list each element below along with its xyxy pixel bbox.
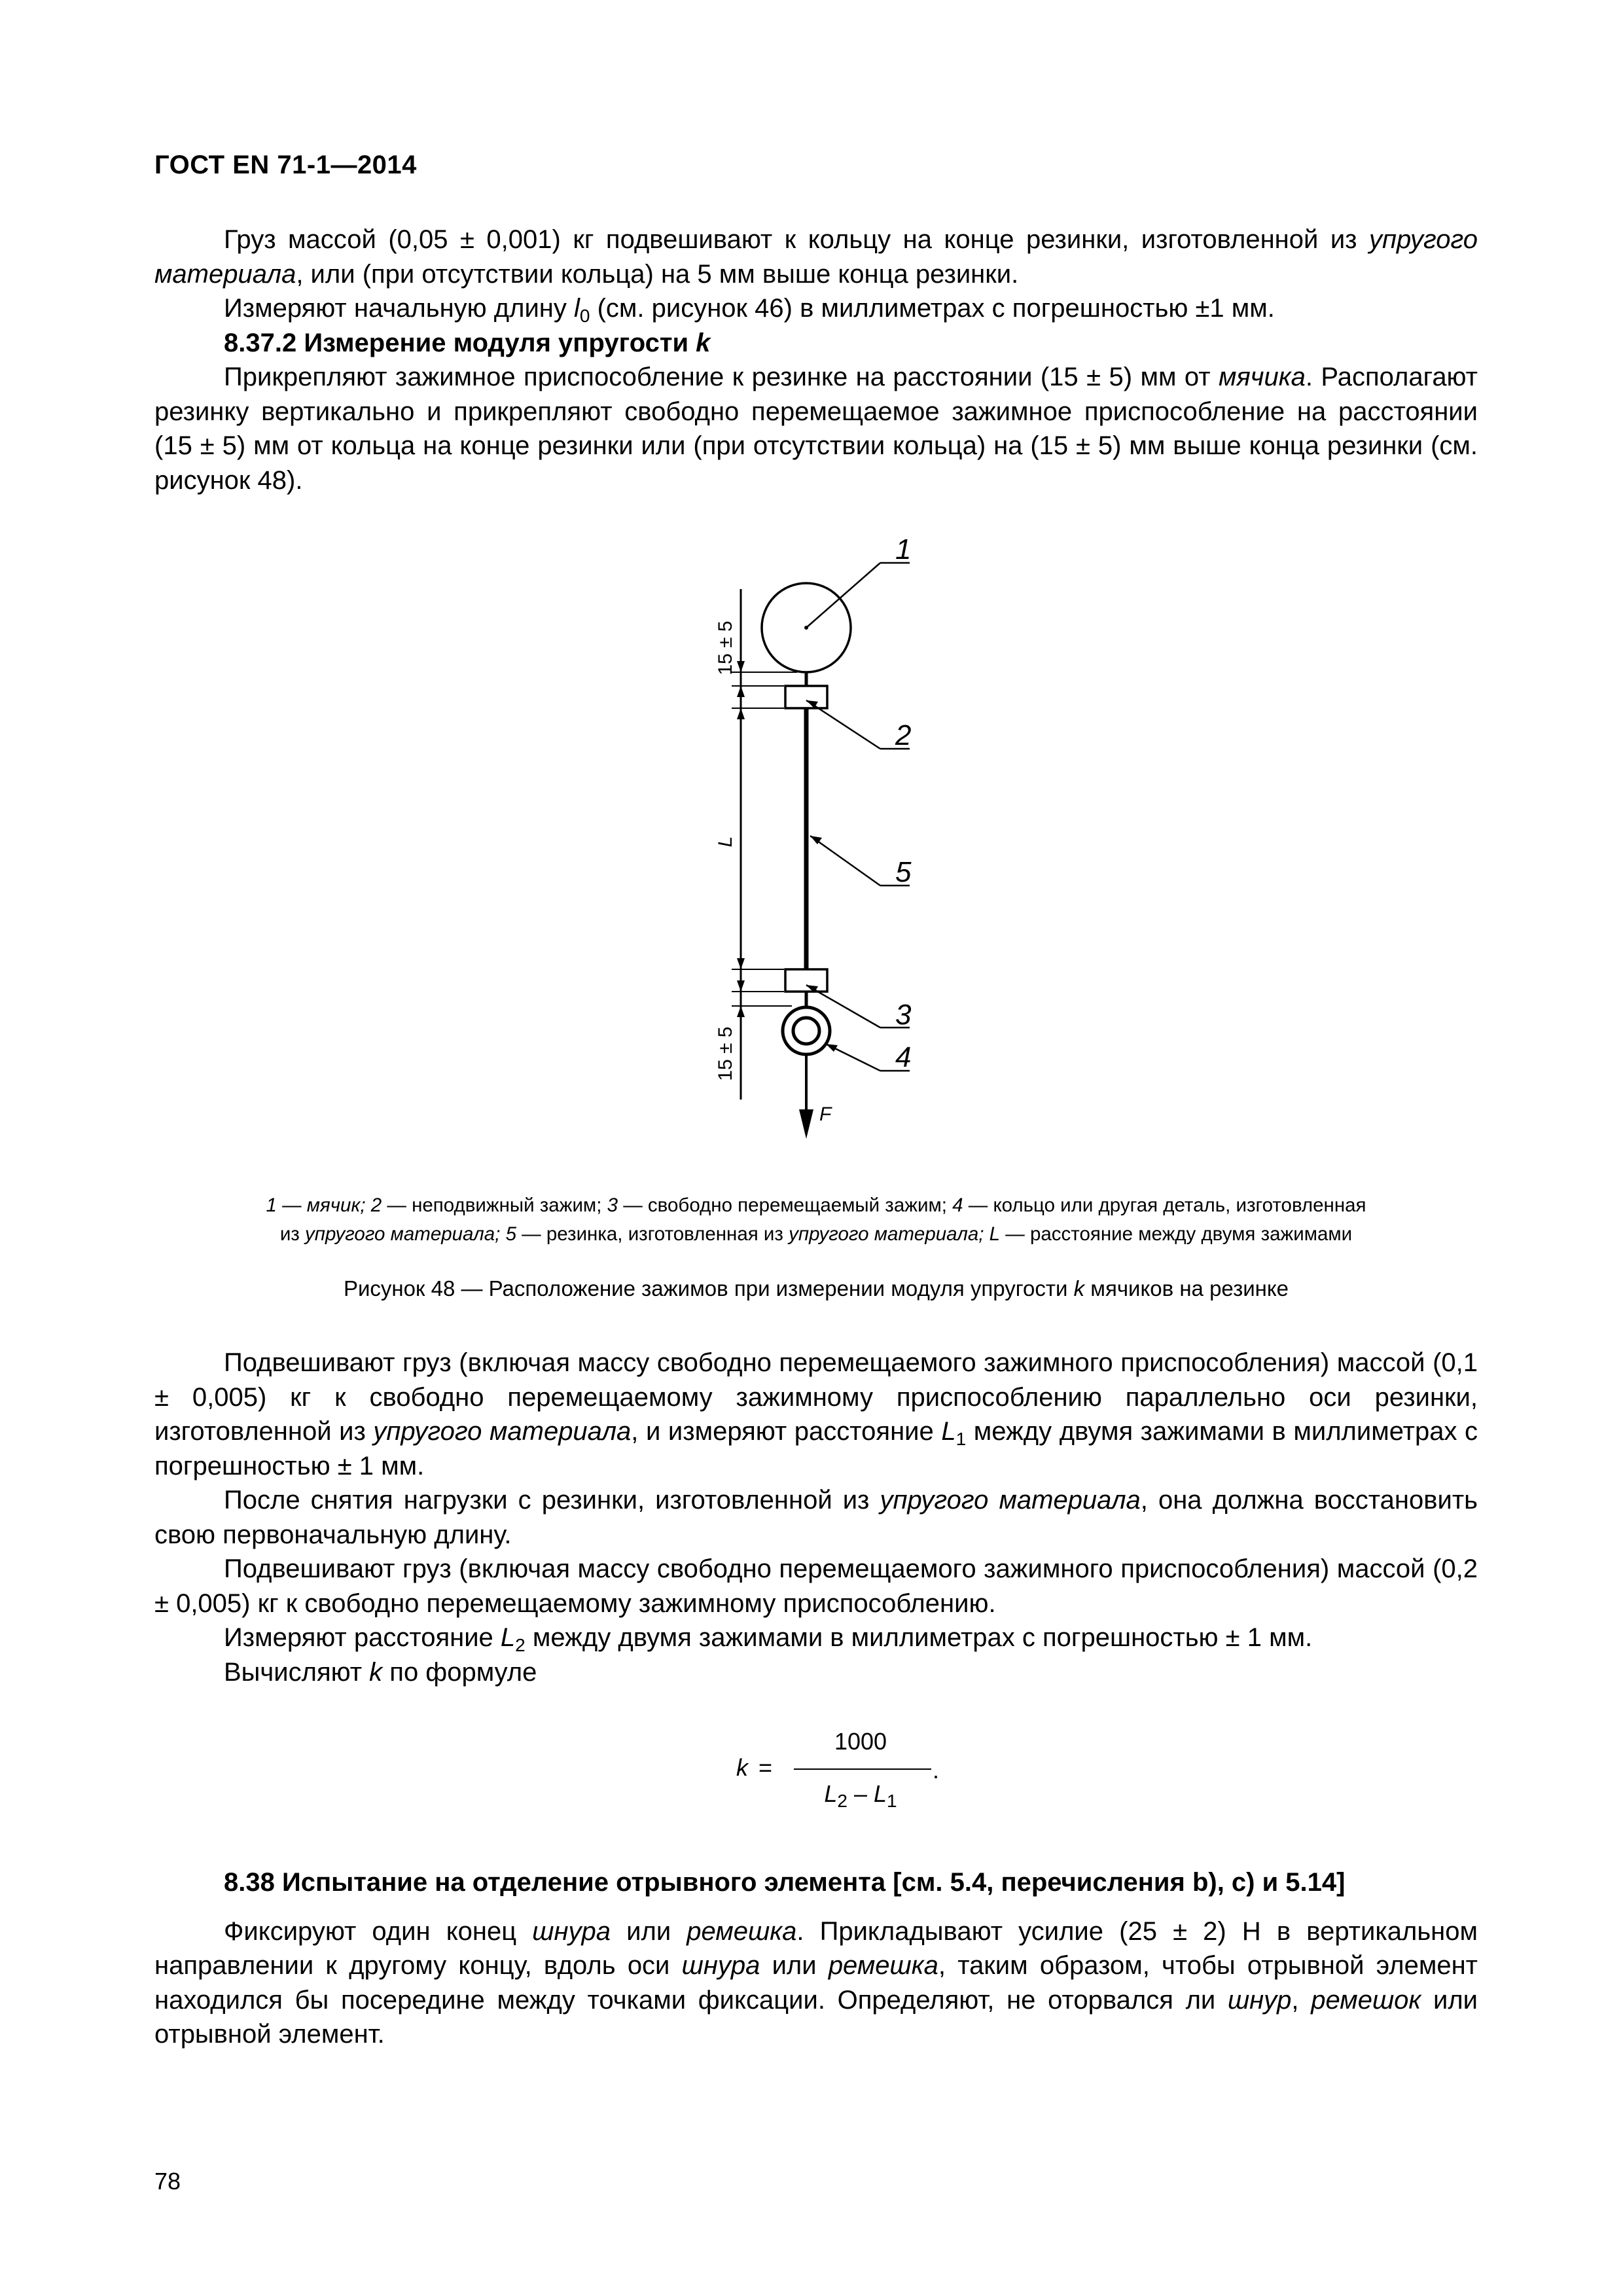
intro-text bbox=[154, 223, 1478, 497]
ring-inner bbox=[793, 1018, 819, 1044]
callout-3: 3 bbox=[895, 999, 912, 1031]
figure-legend bbox=[154, 1191, 1478, 1249]
paragraph-load-02: Подвешивают груз (включая массу свободно перемещаемого зажимного приспособления) массой (0,2 ± 0,005) кг к свободно перемещаемому зажимному приспособлению. bbox=[154, 1554, 1478, 1618]
page-number: 78 bbox=[154, 2168, 181, 2195]
legend-line-1: 1 — мячик; 2 — неподвижный зажим; 3 — свободно перемещаемый зажим; 4 — кольцо или другая деталь, изготовленная bbox=[266, 1194, 1366, 1216]
paragraph-restore: После снятия нагрузки с резинки, изготовленной из упругого материала, она должна восстановить свою первоначальную длину. bbox=[154, 1486, 1478, 1549]
measurement-text bbox=[154, 1346, 1478, 1689]
section-8-38 bbox=[154, 1865, 1478, 2052]
callout-2: 2 bbox=[895, 719, 912, 751]
paragraph-load-01: Подвешивают груз (включая массу свободно перемещаемого зажимного приспособления) массой (0,1 ± 0,005) кг к свободно перемещаемому зажимному приспособлению параллельно оси резинки, изготовленной из упругого материала, и измеряют расстояние $L_1$ между двумя зажимами в миллиметрах с погрешностью ± 1 мм. bbox=[154, 1348, 1478, 1480]
formula-end: . bbox=[933, 1757, 940, 1784]
paragraph-clamp-attach: Прикрепляют зажимное приспособление к резинке на расстоянии (15 ± 5) мм от мячика. Располагают резинку вертикально и прикрепляют свободно перемещаемое зажимное приспособление на расстоянии (15 ± 5) мм от кольца на конце резинки или (при отсутствии кольца) на (15 ± 5) мм выше конца резинки (см. рисунок 48). bbox=[154, 363, 1478, 495]
callout-4: 4 bbox=[895, 1041, 912, 1073]
paragraph-initial-length: Измеряют начальную длину $l_0$ (см. рисунок 46) в миллиметрах с погрешностью ±1 мм. bbox=[224, 294, 1275, 326]
dimension-top-label: 15 ± 5 bbox=[715, 620, 736, 675]
formula-denominator: $L_2 - L_1$ bbox=[824, 1780, 897, 1811]
document-header: ГОСТ EN 71-1—2014 bbox=[154, 151, 417, 179]
paragraph-measure-l2: Измеряют расстояние $L_2$ между двумя зажимами в миллиметрах с погрешностью ± 1 мм. bbox=[224, 1623, 1313, 1655]
section-heading-8-37-2: 8.37.2 Измерение модуля упругости k bbox=[224, 328, 711, 357]
callout-1: 1 bbox=[895, 533, 912, 565]
paragraph-calc-intro: Вычисляют k по формуле bbox=[224, 1657, 537, 1687]
force-label: F bbox=[819, 1103, 832, 1125]
paragraph-tearoff: Фиксируют один конец шнура или ремешка. Прикладывают усилие (25 ± 2) Н в вертикальном направлении к другому концу, вдоль оси шнура или ремешка, таким образом, чтобы отрывной элемент находился бы посередине между точками фиксации. Определяют, не оторвался ли шнур, ремешок или отрывной элемент. bbox=[154, 1916, 1478, 2049]
fixed-clamp bbox=[785, 686, 827, 708]
formula-equals: = bbox=[758, 1754, 773, 1781]
legend-line-2: из упругого материала; 5 — резинка, изготовленная из упругого материала; L — расстояние между двумя зажимами bbox=[279, 1223, 1353, 1245]
ring-outer bbox=[783, 1007, 830, 1054]
callout-5: 5 bbox=[895, 856, 912, 888]
movable-clamp bbox=[785, 969, 827, 992]
force-arrow bbox=[799, 1109, 813, 1139]
formula-numerator: 1000 bbox=[834, 1728, 887, 1755]
section-heading-8-38: 8.38 Испытание на отделение отрывного элемента [см. 5.4, перечисления b), c) и 5.14] bbox=[224, 1868, 1346, 1897]
formula-lhs: k bbox=[736, 1754, 748, 1781]
formula-fraction-bar bbox=[794, 1768, 931, 1770]
figure-caption: Рисунок 48 — Расположение зажимов при измерении модуля упругости k мячиков на резинке bbox=[343, 1276, 1289, 1300]
dimension-length-label: L bbox=[715, 836, 736, 848]
paragraph-weight-mass: Груз массой (0,05 ± 0,001) кг подвешивают к кольцу на конце резинки, изготовленной из упругого материала, или (при отсутствии кольца) на 5 мм выше конца резинки. bbox=[154, 225, 1478, 289]
dimension-bottom-label: 15 ± 5 bbox=[715, 1026, 736, 1081]
figure-48-diagram bbox=[681, 524, 955, 1152]
